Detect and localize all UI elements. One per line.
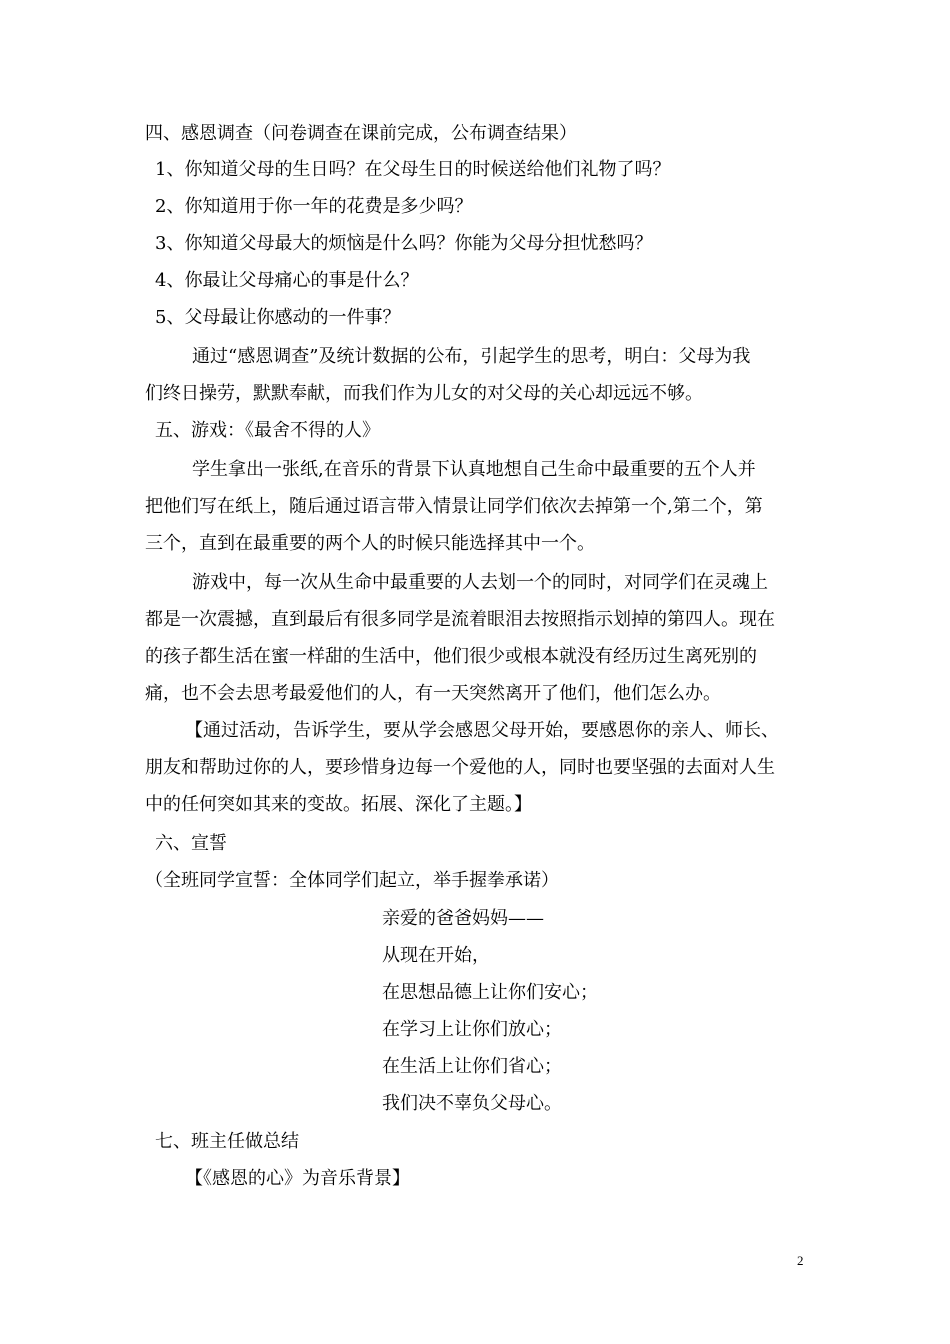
oath-line-2: 从现在开始， xyxy=(382,945,490,966)
game-para-2-line-1: 游戏中，每一次从生命中最重要的人去划一个的同时，对同学们在灵魂上 xyxy=(192,572,768,593)
game-para-2-line-2: 都是一次震撼，直到最后有很多同学是流着眼泪去按照指示划掉的第四人。现在 xyxy=(145,609,775,630)
oath-line-5: 在生活上让你们省心； xyxy=(382,1056,562,1077)
game-para-3-line-2: 朋友和帮助过你的人，要珍惜身边每一个爱他的人，同时也要坚强的去面对人生 xyxy=(145,757,775,778)
section-6-heading: 六、宣誓 xyxy=(155,833,227,854)
section-7-heading: 七、班主任做总结 xyxy=(155,1131,299,1152)
survey-question-5: 5、父母最让你感动的一件事？ xyxy=(155,307,401,328)
survey-summary-line-1: 通过“感恩调查”及统计数据的公布，引起学生的思考，明白：父母为我 xyxy=(192,346,751,367)
survey-question-4: 4、你最让父母痛心的事是什么？ xyxy=(155,270,419,291)
game-para-1-line-2: 把他们写在纸上，随后通过语言带入情景让同学们依次去掉第一个,第二个，第 xyxy=(145,496,763,517)
oath-line-3: 在思想品德上让你们安心； xyxy=(382,982,598,1003)
survey-question-2: 2、你知道用于你一年的花费是多少吗？ xyxy=(155,196,473,217)
oath-line-6: 我们决不辜负父母心。 xyxy=(382,1093,562,1114)
game-para-3-line-3: 中的任何突如其来的变故。拓展、深化了主题。】 xyxy=(145,794,532,815)
game-para-2-line-4: 痛，也不会去思考最爱他们的人，有一天突然离开了他们，他们怎么办。 xyxy=(145,683,721,704)
oath-line-4: 在学习上让你们放心； xyxy=(382,1019,562,1040)
survey-question-3: 3、你知道父母最大的烦恼是什么吗？你能为父母分担忧愁吗？ xyxy=(155,233,653,254)
section-4-heading: 四、感恩调查（问卷调查在课前完成，公布调查结果） xyxy=(145,123,577,144)
oath-note: （全班同学宣誓：全体同学们起立，举手握拳承诺） xyxy=(145,870,559,891)
survey-question-1: 1、你知道父母的生日吗？在父母生日的时候送给他们礼物了吗？ xyxy=(155,159,671,180)
section-5-heading: 五、游戏：《最舍不得的人》 xyxy=(155,420,380,441)
page-number: 2 xyxy=(797,1253,804,1268)
game-para-1-line-3: 三个，直到在最重要的两个人的时候只能选择其中一个。 xyxy=(145,533,595,554)
survey-summary-line-2: 们终日操劳，默默奉献，而我们作为儿女的对父母的关心却远远不够。 xyxy=(145,383,703,404)
oath-line-1: 亲爱的爸爸妈妈—— xyxy=(382,908,544,929)
music-background-note: 【《感恩的心》为音乐背景】 xyxy=(185,1168,410,1189)
game-para-1-line-1: 学生拿出一张纸,在音乐的背景下认真地想自己生命中最重要的五个人并 xyxy=(192,459,756,480)
game-para-2-line-3: 的孩子都生活在蜜一样甜的生活中，他们很少或根本就没有经历过生离死别的 xyxy=(145,646,757,667)
game-para-3-line-1: 【通过活动，告诉学生，要从学会感恩父母开始，要感恩你的亲人、师长、 xyxy=(185,720,779,741)
